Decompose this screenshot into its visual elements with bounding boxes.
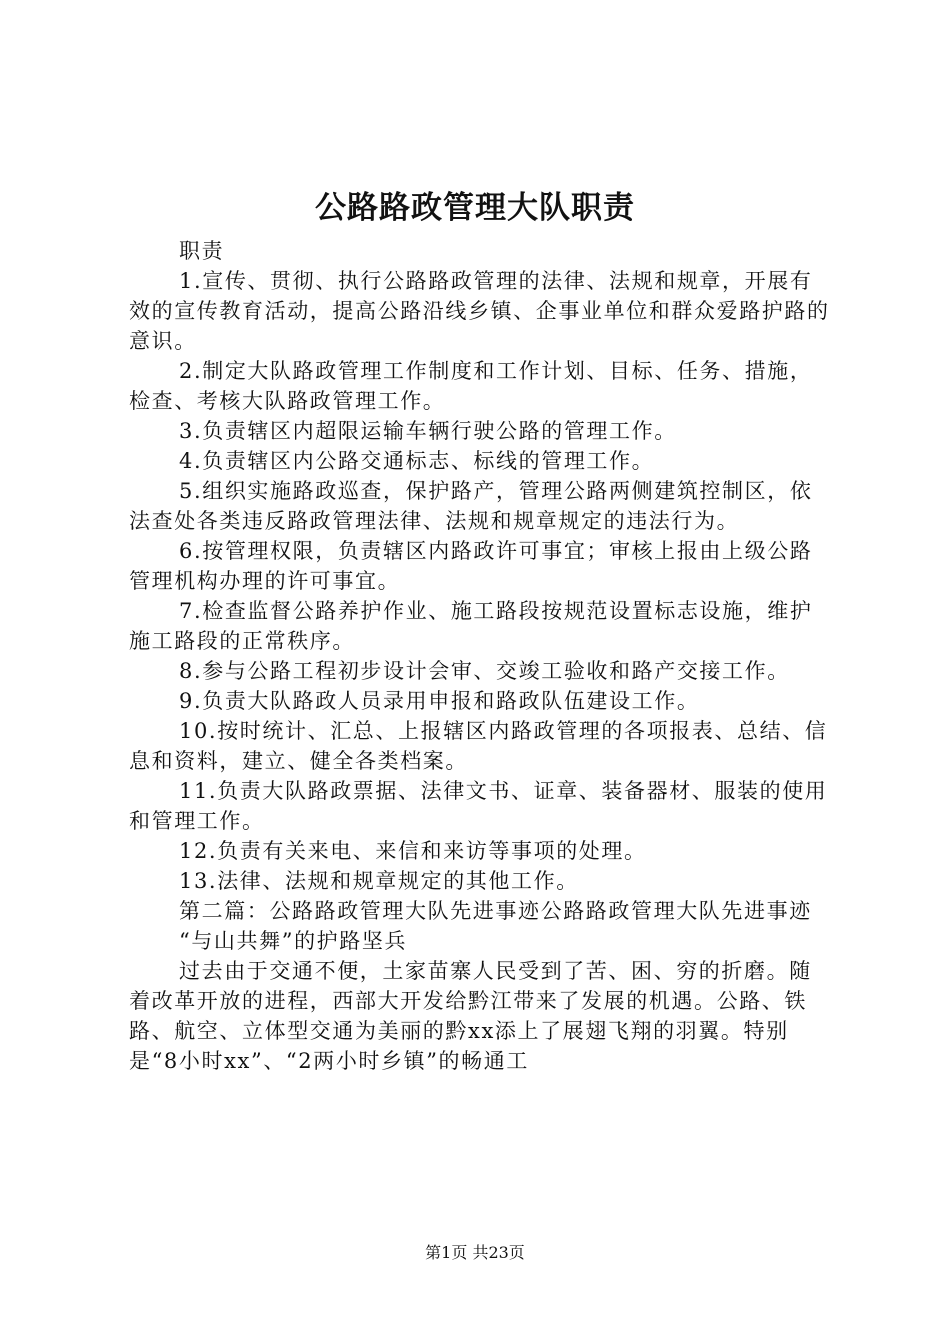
paragraph-subtitle: “与山共舞”的护路坚兵 xyxy=(179,929,408,953)
paragraph-duty-12: 12.负责有关来电、来信和来访等事项的处理。 xyxy=(179,839,647,863)
paragraph-duty-9: 9.负责大队路政人员录用申报和路政队伍建设工作。 xyxy=(179,689,700,713)
paragraph-duty-4: 4.负责辖区内公路交通标志、标线的管理工作。 xyxy=(179,449,655,473)
paragraph-section-heading: 第二篇：公路路政管理大队先进事迹公路路政管理大队先进事迹 xyxy=(179,899,812,923)
document-body xyxy=(129,236,833,1076)
page-footer: 第1页 共23页 xyxy=(425,1243,525,1262)
paragraph-duty-7: 7.检查监督公路养护作业、施工路段按规范设置标志设施，维护施工路段的正常秩序。 xyxy=(129,599,813,653)
paragraph-duty-3: 3.负责辖区内超限运输车辆行驶公路的管理工作。 xyxy=(179,419,677,443)
paragraph-heading-duties: 职责 xyxy=(179,239,225,263)
document-title: 公路路政管理大队职责 xyxy=(315,190,635,226)
paragraph-duty-1: 1.宣传、贯彻、执行公路路政管理的法律、法规和规章，开展有效的宣传教育活动，提高公路沿线乡镇、企事业单位和群众爱路护路的意识。 xyxy=(129,269,830,353)
paragraph-duty-13: 13.法律、法规和规章规定的其他工作。 xyxy=(179,869,579,893)
paragraph-narrative: 过去由于交通不便，土家苗寨人民受到了苦、困、穷的折磨。随着改革开放的进程，西部大开发给黔江带来了发展的机遇。公路、铁路、航空、立体型交通为美丽的黔xx添上了展翅飞翔的羽翼。特别是“8小时xx”、“2两小时乡镇”的畅通工 xyxy=(129,959,812,1073)
paragraph-duty-11: 11.负责大队路政票据、法律文书、证章、装备器材、服装的使用和管理工作。 xyxy=(129,779,828,833)
paragraph-duty-8: 8.参与公路工程初步设计会审、交竣工验收和路产交接工作。 xyxy=(179,659,790,683)
paragraph-duty-10: 10.按时统计、汇总、上报辖区内路政管理的各项报表、总结、信息和资料，建立、健全各类档案。 xyxy=(129,719,828,773)
paragraph-duty-5: 5.组织实施路政巡查，保护路产，管理公路两侧建筑控制区，依法查处各类违反路政管理法律、法规和规章规定的违法行为。 xyxy=(129,479,813,533)
paragraph-duty-6: 6.按管理权限，负责辖区内路政许可事宜；审核上报由上级公路管理机构办理的许可事宜。 xyxy=(129,539,813,593)
paragraph-duty-2: 2.制定大队路政管理工作制度和工作计划、目标、任务、措施，检查、考核大队路政管理工作。 xyxy=(129,359,813,413)
